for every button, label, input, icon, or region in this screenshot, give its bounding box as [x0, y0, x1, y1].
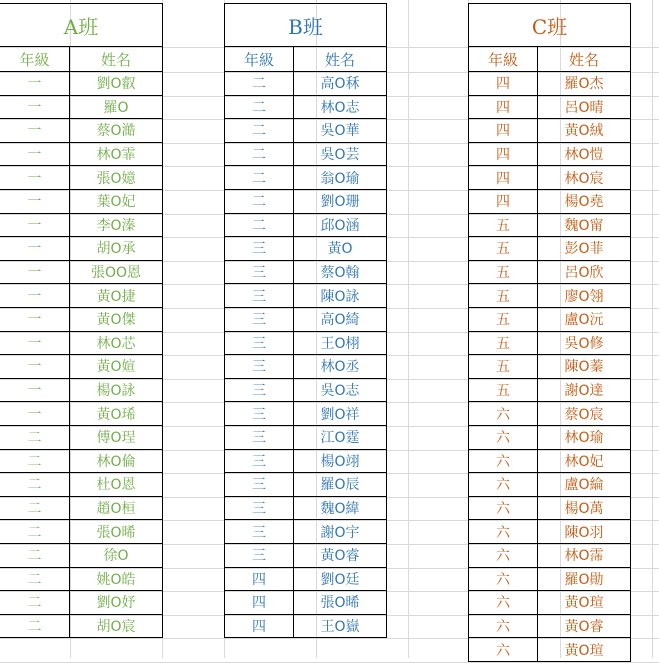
name-cell[interactable]: 黃O瑄 — [538, 638, 631, 662]
grade-cell[interactable]: 一 — [0, 166, 70, 190]
grade-cell[interactable]: 一 — [0, 119, 70, 143]
name-cell[interactable]: 黃O媗 — [70, 355, 163, 379]
grade-cell[interactable]: 四 — [468, 72, 538, 96]
grade-cell[interactable]: 三 — [224, 284, 294, 308]
name-cell[interactable]: 羅O辰 — [294, 473, 387, 497]
grade-cell[interactable]: 二 — [0, 426, 70, 450]
name-header-cell[interactable]: 姓名 — [70, 47, 163, 72]
name-cell[interactable]: 陳O詠 — [294, 284, 387, 308]
grade-cell[interactable]: 四 — [224, 615, 294, 639]
name-cell[interactable]: 劉O祥 — [294, 402, 387, 426]
grade-cell[interactable]: 二 — [0, 591, 70, 615]
name-cell[interactable]: 彭O菲 — [538, 237, 631, 261]
grade-cell[interactable]: 二 — [0, 473, 70, 497]
grade-cell[interactable]: 五 — [468, 379, 538, 403]
grade-cell[interactable]: 二 — [224, 96, 294, 120]
grade-cell[interactable]: 三 — [224, 261, 294, 285]
grade-cell[interactable]: 六 — [468, 450, 538, 474]
grade-cell[interactable]: 一 — [0, 143, 70, 167]
name-cell[interactable]: 林O瑜 — [538, 426, 631, 450]
grade-cell[interactable]: 六 — [468, 520, 538, 544]
grade-cell[interactable]: 三 — [224, 332, 294, 356]
name-cell[interactable]: 林O霏 — [70, 143, 163, 167]
name-cell[interactable]: 羅O勛 — [538, 568, 631, 592]
name-cell[interactable]: 徐O — [70, 544, 163, 568]
grade-header-cell[interactable]: 年級 — [468, 47, 538, 72]
name-header-cell[interactable]: 姓名 — [294, 47, 387, 72]
grade-cell[interactable]: 五 — [468, 355, 538, 379]
name-cell[interactable]: 盧O沅 — [538, 308, 631, 332]
grade-cell[interactable]: 一 — [0, 402, 70, 426]
grade-cell[interactable]: 一 — [0, 379, 70, 403]
grade-cell[interactable]: 一 — [0, 237, 70, 261]
grade-cell[interactable]: 三 — [224, 308, 294, 332]
name-header-cell[interactable]: 姓名 — [538, 47, 631, 72]
name-cell[interactable]: 魏O緯 — [294, 497, 387, 521]
name-cell[interactable]: 胡O承 — [70, 237, 163, 261]
grade-cell[interactable]: 二 — [224, 214, 294, 238]
name-cell[interactable]: 謝O達 — [538, 379, 631, 403]
grade-cell[interactable]: 一 — [0, 332, 70, 356]
name-cell[interactable]: 翁O瑜 — [294, 166, 387, 190]
grade-cell[interactable]: 六 — [468, 426, 538, 450]
grade-cell[interactable]: 四 — [468, 143, 538, 167]
name-cell[interactable]: 吳O修 — [538, 332, 631, 356]
name-cell[interactable]: 傅O珵 — [70, 426, 163, 450]
name-cell[interactable]: 劉O廷 — [294, 568, 387, 592]
gridline-vertical — [408, 0, 409, 658]
name-cell[interactable]: 蔡O宸 — [538, 402, 631, 426]
grade-cell[interactable]: 五 — [468, 332, 538, 356]
grade-cell[interactable]: 三 — [224, 355, 294, 379]
grade-cell[interactable]: 二 — [224, 143, 294, 167]
name-cell[interactable]: 羅O — [70, 96, 163, 120]
name-cell[interactable]: 廖O翎 — [538, 284, 631, 308]
grade-cell[interactable]: 六 — [468, 473, 538, 497]
name-cell[interactable]: 呂O晴 — [538, 96, 631, 120]
grade-cell[interactable]: 五 — [468, 308, 538, 332]
name-cell[interactable]: 李O溱 — [70, 214, 163, 238]
grade-cell[interactable]: 四 — [224, 568, 294, 592]
name-cell[interactable]: 江O霆 — [294, 426, 387, 450]
name-cell[interactable]: 黃O睿 — [294, 544, 387, 568]
grade-cell[interactable]: 六 — [468, 615, 538, 639]
grade-cell[interactable]: 三 — [224, 450, 294, 474]
name-cell[interactable]: 王O嶽 — [294, 615, 387, 639]
grade-cell[interactable]: 六 — [468, 568, 538, 592]
grade-cell[interactable]: 二 — [224, 72, 294, 96]
name-cell[interactable]: 黃O睿 — [538, 615, 631, 639]
name-cell[interactable]: 劉O叡 — [70, 72, 163, 96]
grade-cell[interactable]: 六 — [468, 591, 538, 615]
grade-cell[interactable]: 一 — [0, 261, 70, 285]
grade-cell[interactable]: 一 — [0, 72, 70, 96]
grade-header-cell[interactable]: 年級 — [224, 47, 294, 72]
grade-cell[interactable]: 一 — [0, 284, 70, 308]
name-cell[interactable]: 林O霈 — [538, 544, 631, 568]
grade-header-cell[interactable]: 年級 — [0, 47, 70, 72]
name-cell[interactable]: 杜O恩 — [70, 473, 163, 497]
name-cell[interactable]: 張O晞 — [294, 591, 387, 615]
gridline-vertical — [652, 0, 653, 658]
grade-cell[interactable]: 一 — [0, 308, 70, 332]
grade-cell[interactable]: 六 — [468, 544, 538, 568]
grade-cell[interactable]: 二 — [0, 544, 70, 568]
name-cell[interactable]: 林O愷 — [538, 143, 631, 167]
grade-cell[interactable]: 六 — [468, 638, 538, 662]
name-cell[interactable]: 呂O欣 — [538, 261, 631, 285]
grade-cell[interactable]: 四 — [468, 119, 538, 143]
grade-cell[interactable]: 二 — [224, 119, 294, 143]
name-cell[interactable]: 劉O妤 — [70, 591, 163, 615]
grade-cell[interactable]: 二 — [0, 568, 70, 592]
grade-cell[interactable]: 五 — [468, 261, 538, 285]
name-cell[interactable]: 楊O萬 — [538, 497, 631, 521]
grade-cell[interactable]: 三 — [224, 520, 294, 544]
grade-cell[interactable]: 四 — [224, 591, 294, 615]
name-cell[interactable]: 黃O捷 — [70, 284, 163, 308]
name-cell[interactable]: 高O綺 — [294, 308, 387, 332]
name-cell[interactable]: 林O丞 — [294, 355, 387, 379]
grade-cell[interactable]: 六 — [468, 402, 538, 426]
name-cell[interactable]: 楊O詠 — [70, 379, 163, 403]
grade-cell[interactable]: 五 — [468, 214, 538, 238]
name-cell[interactable]: 張O晞 — [70, 520, 163, 544]
name-cell[interactable]: 盧O綸 — [538, 473, 631, 497]
grade-cell[interactable]: 四 — [468, 166, 538, 190]
name-cell[interactable]: 黃O絨 — [538, 119, 631, 143]
name-cell[interactable]: 黃O傑 — [70, 308, 163, 332]
grade-cell[interactable]: 三 — [224, 544, 294, 568]
name-cell[interactable]: 蔡O澔 — [70, 119, 163, 143]
name-cell[interactable]: 林O芯 — [70, 332, 163, 356]
name-cell[interactable]: 陳O蓁 — [538, 355, 631, 379]
name-cell[interactable]: 林O宸 — [538, 166, 631, 190]
grade-cell[interactable]: 五 — [468, 237, 538, 261]
name-cell[interactable]: 張OO恩 — [70, 261, 163, 285]
name-cell[interactable]: 邱O涵 — [294, 214, 387, 238]
name-cell[interactable]: 葉O妃 — [70, 190, 163, 214]
name-cell[interactable]: 蔡O翰 — [294, 261, 387, 285]
grade-cell[interactable]: 三 — [224, 426, 294, 450]
name-cell[interactable]: 林O妃 — [538, 450, 631, 474]
name-cell[interactable]: 楊O堯 — [538, 190, 631, 214]
grade-cell[interactable]: 三 — [224, 497, 294, 521]
grade-cell[interactable]: 三 — [224, 379, 294, 403]
class-title-cell[interactable]: C班 — [468, 3, 631, 47]
grade-cell[interactable]: 二 — [0, 520, 70, 544]
grade-cell[interactable]: 三 — [224, 237, 294, 261]
grade-cell[interactable]: 二 — [0, 497, 70, 521]
name-cell[interactable]: 黃O琋 — [70, 402, 163, 426]
grade-cell[interactable]: 三 — [224, 473, 294, 497]
grade-cell[interactable]: 一 — [0, 355, 70, 379]
name-cell[interactable]: 黃O瑄 — [538, 591, 631, 615]
name-cell[interactable]: 姚O皓 — [70, 568, 163, 592]
name-cell[interactable]: 吳O芸 — [294, 143, 387, 167]
grade-cell[interactable]: 五 — [468, 284, 538, 308]
name-cell[interactable]: 羅O杰 — [538, 72, 631, 96]
name-cell[interactable]: 謝O宇 — [294, 520, 387, 544]
class-title-cell[interactable]: A班 — [0, 3, 163, 47]
class-block-a — [0, 3, 163, 640]
name-cell[interactable]: 林O倫 — [70, 450, 163, 474]
grade-cell[interactable]: 六 — [468, 497, 538, 521]
grade-cell[interactable]: 二 — [224, 190, 294, 214]
grade-cell[interactable]: 二 — [0, 615, 70, 639]
name-cell[interactable]: 趙O桓 — [70, 497, 163, 521]
name-cell[interactable]: 楊O翊 — [294, 450, 387, 474]
name-cell[interactable]: 吳O華 — [294, 119, 387, 143]
grade-cell[interactable]: 一 — [0, 96, 70, 120]
name-cell[interactable]: 胡O宸 — [70, 615, 163, 639]
grade-cell[interactable]: 二 — [224, 166, 294, 190]
grade-cell[interactable]: 三 — [224, 402, 294, 426]
class-block-b — [224, 3, 387, 640]
grade-cell[interactable]: 二 — [0, 450, 70, 474]
class-block-c — [468, 3, 631, 664]
grade-cell[interactable]: 一 — [0, 214, 70, 238]
name-cell[interactable]: 黃O — [294, 237, 387, 261]
name-cell[interactable]: 林O志 — [294, 96, 387, 120]
grade-cell[interactable]: 四 — [468, 190, 538, 214]
name-cell[interactable]: 吳O志 — [294, 379, 387, 403]
name-cell[interactable]: 陳O羽 — [538, 520, 631, 544]
grade-cell[interactable]: 一 — [0, 190, 70, 214]
grade-cell[interactable]: 四 — [468, 96, 538, 120]
name-cell[interactable]: 張O嬑 — [70, 166, 163, 190]
name-cell[interactable]: 劉O珊 — [294, 190, 387, 214]
class-title-cell[interactable]: B班 — [224, 3, 387, 47]
name-cell[interactable]: 魏O甯 — [538, 214, 631, 238]
name-cell[interactable]: 高O秝 — [294, 72, 387, 96]
name-cell[interactable]: 王O栩 — [294, 332, 387, 356]
